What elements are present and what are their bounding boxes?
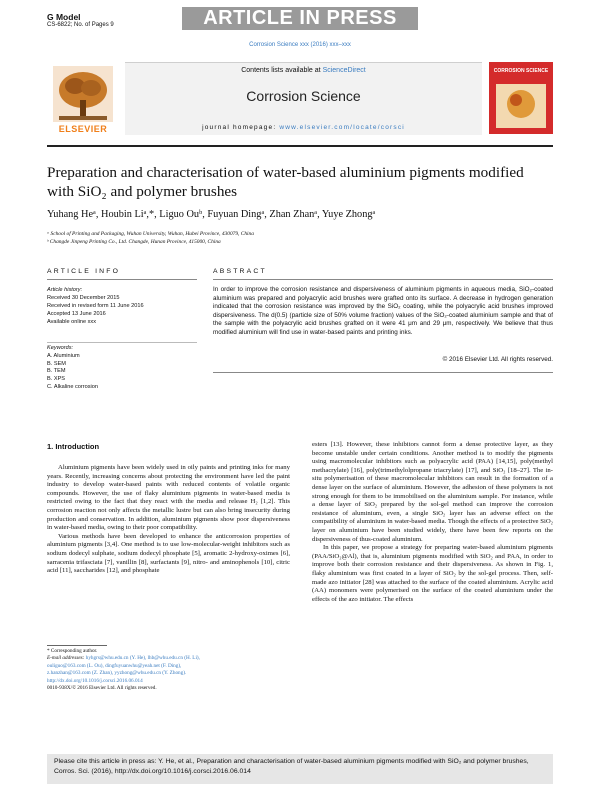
corresponding-author-note: * Corresponding author. (47, 648, 98, 654)
history-item: Received in revised form 11 June 2016 (47, 303, 144, 309)
paragraph: In this paper, we propose a strategy for preparing water-based aluminium pigments (PAA/SiO₂@Al), that is, aluminium pigments modified with SiO₂ and PAA, in order to improve both their corrosion resistance and their dispersiveness. As shown in Fig. 1, flaky aluminium was first coated in a layer of SiO₂ by the sol-gel process. Then, self-made azo initiator [28] was attached to the surface of the coated aluminium. Acrylic acid (AA) monomers were polymerised on the surface of the coated aluminium under the effects of the azo initiator. The effects (312, 544, 553, 603)
footnote-rule (47, 645, 107, 646)
journal-name[interactable]: Corrosion Science (246, 88, 361, 104)
contents-prefix: Contents lists available at (241, 67, 323, 74)
history-item: Available online xxx (47, 319, 97, 325)
paragraph: Various methods have been developed to enhance the anticorrosion properties of aluminium pigments [3,4]. One method is to use low-molecular-weight inhibitors such as sodium dodecyl sulphate, sodium dodecyl phosphate [5], aromatic 2-hydroxy-oximes [6], sarracenia trifasciata [7], vanillin [8], surfactants [9], nitro- and aminophenols [10], citric acid [11], saccharides [12], and phosphate (47, 532, 290, 575)
keyword-item: C. Alkaline corrosion (47, 383, 98, 390)
affiliations (47, 230, 553, 246)
affiliation-b: ᵇ Changde Jinpeng Printing Co., Ltd. Changde, Hunan Province, 415000, China (47, 239, 221, 245)
abstract-heading: ABSTRACT (213, 268, 267, 275)
homepage-url-link[interactable]: www.elsevier.com/locate/corsci (279, 124, 405, 131)
citation-text: Please cite this article in press as: Y. He, et al., Preparation and characterisation of water-based aluminium pigments modified with SiO₂ and polymer brushes, Corros. Sci. (2016), http://dx.doi.org/10.1016/j.corsci.2016.06.014 (54, 758, 529, 775)
homepage-prefix: journal homepage: (202, 124, 280, 131)
article-title: Preparation and characterisation of water-based aluminium pigments modified with SiO₂ and polymer brushes (47, 164, 524, 200)
contents-line (125, 67, 482, 74)
keyword-item: A. Aluminium (47, 352, 80, 359)
keyword-item: B. TEM (47, 368, 66, 375)
journal-homepage-line (125, 124, 482, 131)
sciencedirect-link[interactable]: ScienceDirect (322, 67, 366, 74)
email-link[interactable]: hyhgrs@whu.edu.cn (Y. He), lhb@whu.edu.cn (H. Li), (85, 655, 200, 662)
keywords-label: Keywords: (47, 345, 74, 351)
cover-artwork-icon (494, 80, 548, 130)
keyword-item: B. XPS (47, 376, 66, 383)
footnotes (47, 648, 290, 692)
body-column-right (312, 441, 553, 604)
abstract-rule (213, 279, 553, 280)
abstract-copyright: © 2016 Elsevier Ltd. All rights reserved. (442, 356, 553, 363)
keywords-rule (47, 342, 197, 343)
doi-link[interactable]: http://dx.doi.org/10.1016/j.corsci.2016.06.014 (47, 677, 143, 684)
history-item: Accepted 13 June 2016 (47, 311, 106, 317)
article-history (47, 286, 197, 326)
journal-cover-title: CORROSION SCIENCE (493, 68, 549, 74)
email-link[interactable]: ouliguo@163.com (L. Ou), dingfuyuanwhu@yeah.net (F. Ding), (47, 662, 182, 669)
affiliation-a: ᵃ School of Printing and Packaging, Wuhan University, Wuhan, Hubei Province, 430079, China (47, 231, 254, 237)
article-in-press-banner: ARTICLE IN PRESS (182, 7, 418, 30)
abstract-text: In order to improve the corrosion resistance and dispersiveness of aluminium pigments in aqueous media, SiO₂-coated aluminium was prepared and polyacrylic acid brushes were grafted onto its surface. A decrease in hydrogen generation indicated that the corrosion resistance was improved by the SiO₂ coating, while the polyacrylic acid brushes improved dispersiveness. The d(0.5) (particle size of 50% volume fraction) values of the SiO₂-coated aluminium sample and that of the sample with the polyacrylic acid brushes grafted on it were 41 μm and 29 μm, respectively. We believe that thus modified aluminium will find use in water-based paints and printing inks. (213, 286, 553, 336)
journal-reference-link[interactable]: Corrosion Science xxx (2016) xxx–xxx (249, 42, 351, 48)
article-code: CS-6822; No. of Pages 9 (47, 22, 114, 28)
paragraph: esters [13]. However, these inhibitors cannot form a dense protective layer, as they become unstable under certain conditions. Another method is to modify the pigments using macromolecular inhibitors such as polyacrylic acid (PAA) [14,15], poly(methyl methacrylate) [16], poly(trimethylolpropane triacrylate) [17], and SiO₂ [18–27]. The in-situ polymerisation of these macromolecular inhibitors can result in the formation of a dense layer on the surface of aluminium. However, the adhesion of these polymers is not strong enough for them to be immobilised on the aluminium sample. For instance, while a dense layer of SiO₂ prepared by the sol-gel method can improve the corrosion resistance of aluminium, even, a single SiO₂ layer has an adverse effect on the compatibility of aluminium in water-based media. Though the effects of a protective SiO₂ layer on aluminium have been studied widely, there have been few reports on the dispersiveness of thus-coated aluminium. (312, 441, 553, 543)
history-item: Received 30 December 2015 (47, 295, 120, 301)
article-info-heading: ARTICLE INFO (47, 268, 121, 275)
publisher-logo-text: ELSEVIER (58, 124, 108, 134)
masthead-rule (47, 145, 553, 147)
abstract-bottom-rule (213, 372, 553, 373)
author-list: Yuhang Heᵃ, Houbin Liᵃ,*, Liguo Ouᵇ, Fuyuan Dingᵃ, Zhan Zhanᵃ, Yuye Zhongᵃ (47, 209, 376, 220)
article-info-rule (47, 279, 197, 280)
keywords (47, 345, 197, 392)
email-link[interactable]: z.hanzhan@163.com (Z. Zhan), yyzhong@whu.edu.cn (Y. Zhong). (47, 670, 187, 677)
issn-copyright: 0010-938X/© 2016 Elsevier Ltd. All rights reserved. (47, 685, 157, 692)
body-column-left (47, 464, 290, 576)
section-heading-introduction: 1. Introduction (47, 442, 100, 451)
history-label: Article history: (47, 287, 83, 293)
email-addresses (47, 655, 290, 662)
emails-label: E-mail addresses: (47, 655, 85, 662)
keyword-item: B. SEM (47, 360, 66, 367)
paragraph: Aluminium pigments have been widely used in oily paints and printing inks for many years. Recently, increasing concerns about protecting the environment have led the paint industry to develop water-based paints with reduced contents of volatile organic compounds. However, the use of flaky aluminium pigments in water-based media is restricted owing to the fact that they react with the media and release H₂ [1,2]. This corrosion reaction not only affects the metallic lustre but can also bring insecurity during production and conservation. In addition, aluminium pigments show poor dispersiveness in water-based media, owing to their poor compatibility. (47, 464, 290, 532)
model-label: G Model (47, 12, 81, 22)
